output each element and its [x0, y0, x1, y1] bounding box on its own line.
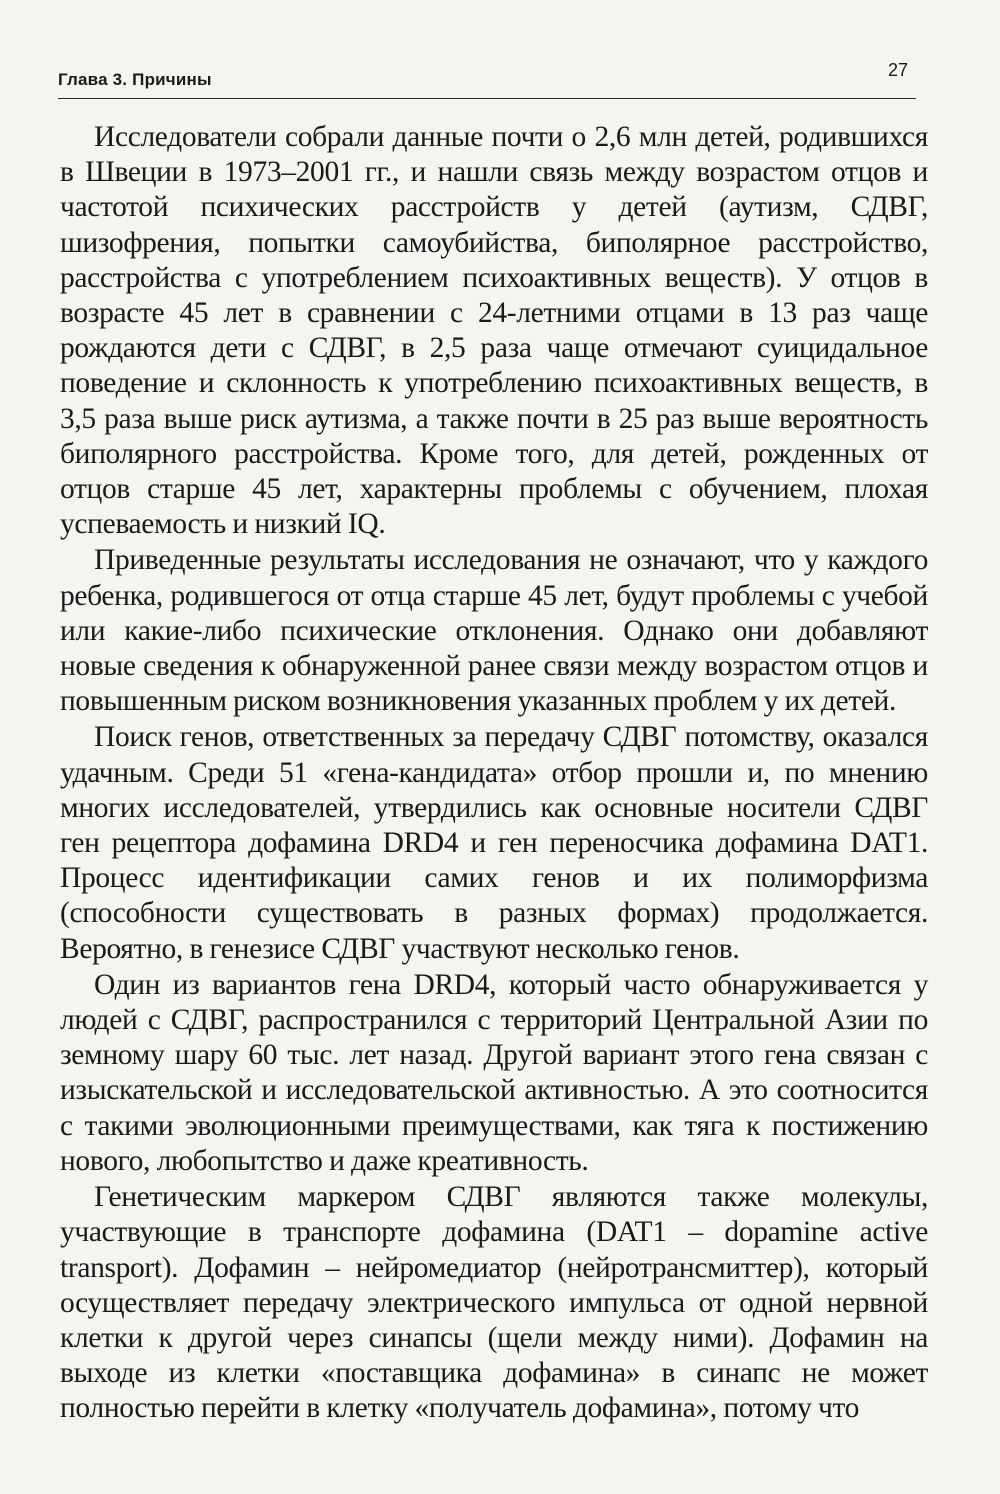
running-header — [58, 62, 916, 99]
paragraph-2: Приведенные результаты исследования не означают, что у каждого ребенка, родившегося от отца старше 45 лет, будут проблемы с учебой или какие-либо психические отклонения. Однако они добавляют новые сведения к обнаруженной ранее связи между возрастом отцов и повышенным риском возникновения указанных проблем у их детей. — [60, 544, 928, 718]
page-number: 27 — [887, 60, 908, 80]
paragraph-5: Генетическим маркером СДВГ являются также молекулы, участвующие в транспорте дофамина (DAT1 – dopamine active transport). Дофамин – нейромедиатор (нейротрансмиттер), который осуществляет передачу электрического импульса от одной нервной клетки к другой через синапсы (щели между ними). Дофамин на выходе из клетки «поставщика дофамина» в синапс не может полностью перейти в клетку «получатель дофамина», потому что — [60, 1181, 928, 1425]
paragraph-4: Один из вариантов гена DRD4, который часто обнаруживается у людей с СДВГ, распространился с территорий Центральной Азии по земному шару 60 тыс. лет назад. Другой вариант этого гена связан с изыскательской и исследовательской активностью. А это соотносится с такими эволюционными преимуществами, как тяга к постижению нового, любопытство и даже креативность. — [60, 968, 928, 1177]
chapter-title: Глава 3. Причины — [58, 70, 212, 89]
paragraph-1: Исследователи собрали данные почти о 2,6 млн детей, родившихся в Швеции в 1973–2001 гг., и нашли связь между возрастом отцов и частотой психических расстройств у детей (аутизм, СДВГ, шизофрения, попытки самоубийства, биполярное расстройство, расстройства с употреблением психоактивных веществ). У отцов в возрасте 45 лет в сравнении с 24-летними отцами в 13 раз чаще рождаются дети с СДВГ, в 2,5 раза чаще отмечают суицидальное поведение и склонность к употреблению психоактивных веществ, в 3,5 раза выше риск аутизма, а также почти в 25 раз выше вероятность биполярного расстройства. Кроме того, для детей, рожденных от отцов старше 45 лет, характерны проблемы с обучением, плохая успеваемость и низкий IQ. — [60, 121, 928, 541]
body-text — [60, 120, 928, 1428]
paragraph-3: Поиск генов, ответственных за передачу СДВГ потомству, оказался удачным. Среди 51 «гена-кандидата» отбор прошли и, по мнению многих исследователей, утвердились как основные носители СДВГ ген рецептора дофамина DRD4 и ген переносчика дофамина DAT1. Процесс идентификации самих генов и их полиморфизма (способности существовать в разных формах) продолжается. Вероятно, в генезисе СДВГ участвуют несколько генов. — [60, 721, 928, 965]
